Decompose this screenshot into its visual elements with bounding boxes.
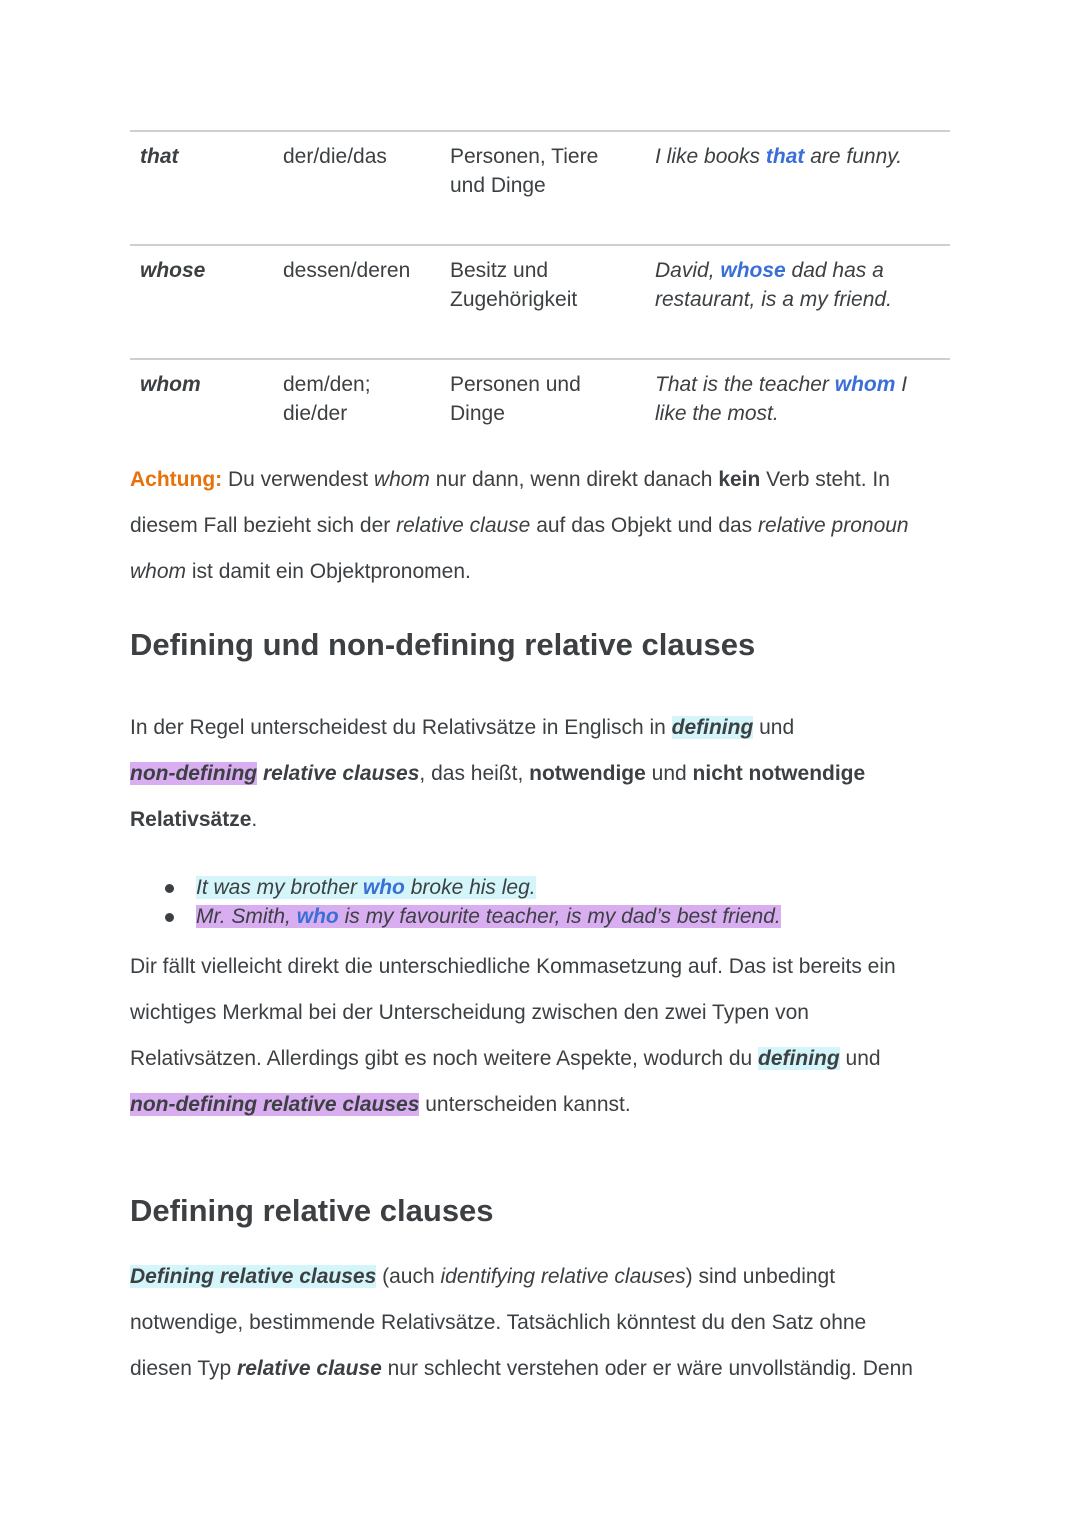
comma-paragraph: Dir fällt vielleicht direkt die unterschiedliche Kommasetzung auf. Das ist bereits ein wichtiges Merkmal bei der Unterscheidung zwischen den zwei Typen von Relativsätzen. Allerdings gibt es noch weitere Aspekte, wodurch du defining und non-defining relative clauses unterscheiden kannst.	[130, 955, 896, 1116]
list-item: It was my brother who broke his leg.	[165, 873, 781, 902]
german-cell: dem/den; die/der	[283, 373, 371, 425]
table-row	[130, 130, 950, 244]
intro-paragraph: In der Regel unterscheidest du Relativsätze in Englisch in defining und non-defining relative clauses, das heißt, notwendige und nicht notwendige Relativsätze.	[130, 716, 866, 831]
example-cell: I like books that are funny.	[655, 145, 903, 168]
usage-cell: Personen, Tiere und Dinge	[450, 145, 599, 197]
defining-paragraph: Defining relative clauses (auch identifying relative clauses) sind unbedingt notwendige, bestimmende Relativsätze. Tatsächlich könntest du den Satz ohne diesen Typ relative clause nur schlecht verstehen oder er wäre unvollständig. Denn	[130, 1265, 913, 1380]
german-cell: dessen/deren	[283, 259, 411, 282]
usage-cell: Personen und Dinge	[450, 373, 581, 425]
example-list	[165, 873, 781, 931]
pronoun-cell: whose	[140, 259, 206, 282]
bullet-icon	[165, 913, 174, 922]
german-cell: der/die/das	[283, 145, 387, 168]
bullet-icon	[165, 884, 174, 893]
section-heading: Defining relative clauses	[130, 1193, 494, 1228]
example-cell: David, whose dad has a restaurant, is a my friend.	[655, 259, 892, 311]
usage-cell: Besitz und Zugehörigkeit	[450, 259, 578, 311]
section-heading: Defining und non-defining relative clauses	[130, 627, 756, 662]
pronoun-cell: whom	[140, 373, 201, 396]
pronoun-cell: that	[140, 145, 179, 168]
list-item: Mr. Smith, who is my favourite teacher, is my dad’s best friend.	[165, 902, 781, 931]
table-row	[130, 244, 950, 358]
achtung-paragraph: Achtung: Du verwendest whom nur dann, wenn direkt danach kein Verb steht. In diesem Fall bezieht sich der relative clause auf das Objekt und das relative pronoun whom ist damit ein Objektpronomen.	[130, 468, 909, 583]
table-row	[130, 358, 950, 472]
example-cell: That is the teacher whom I like the most.	[655, 373, 908, 425]
achtung-label: Achtung:	[130, 468, 223, 491]
relative-pronoun-table	[130, 130, 950, 472]
